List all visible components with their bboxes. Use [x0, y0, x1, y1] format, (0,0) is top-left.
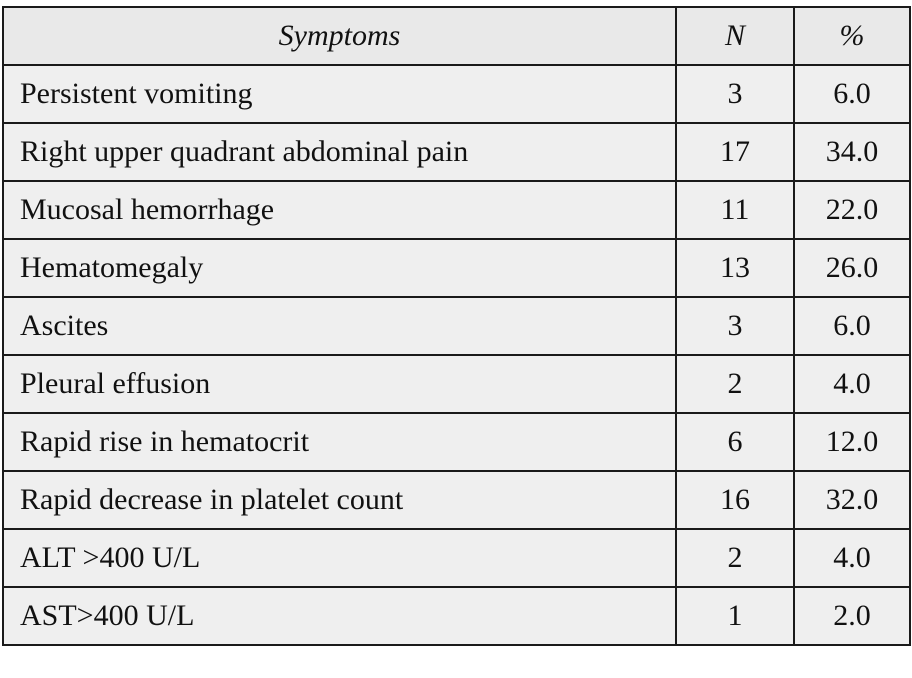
table-row: [3, 239, 910, 297]
count-cell: 2: [676, 529, 794, 587]
table-row: [3, 65, 910, 123]
count-cell: 13: [676, 239, 794, 297]
symptoms-table: [2, 6, 911, 646]
table-body: [3, 65, 910, 645]
table-row: [3, 181, 910, 239]
count-cell: 3: [676, 65, 794, 123]
symptom-cell: Hematomegaly: [3, 239, 676, 297]
table-header: [3, 7, 910, 65]
symptom-cell: Ascites: [3, 297, 676, 355]
symptom-cell: ALT >400 U/L: [3, 529, 676, 587]
table-row: [3, 529, 910, 587]
table-row: [3, 297, 910, 355]
symptom-cell: Right upper quadrant abdominal pain: [3, 123, 676, 181]
symptom-cell: Pleural effusion: [3, 355, 676, 413]
percent-cell: 2.0: [794, 587, 910, 645]
percent-cell: 4.0: [794, 529, 910, 587]
percent-cell: 6.0: [794, 297, 910, 355]
count-cell: 3: [676, 297, 794, 355]
percent-cell: 32.0: [794, 471, 910, 529]
symptom-cell: Rapid decrease in platelet count: [3, 471, 676, 529]
table-row: [3, 413, 910, 471]
count-cell: 17: [676, 123, 794, 181]
symptom-cell: Mucosal hemorrhage: [3, 181, 676, 239]
header-symptoms: Symptoms: [3, 7, 676, 65]
header-row: [3, 7, 910, 65]
count-cell: 1: [676, 587, 794, 645]
count-cell: 11: [676, 181, 794, 239]
percent-cell: 22.0: [794, 181, 910, 239]
table-row: [3, 355, 910, 413]
table-row: [3, 587, 910, 645]
symptom-cell: Persistent vomiting: [3, 65, 676, 123]
percent-cell: 6.0: [794, 65, 910, 123]
table-row: [3, 123, 910, 181]
symptom-cell: Rapid rise in hematocrit: [3, 413, 676, 471]
symptom-cell: AST>400 U/L: [3, 587, 676, 645]
percent-cell: 34.0: [794, 123, 910, 181]
percent-cell: 4.0: [794, 355, 910, 413]
percent-cell: 12.0: [794, 413, 910, 471]
count-cell: 2: [676, 355, 794, 413]
table-row: [3, 471, 910, 529]
percent-cell: 26.0: [794, 239, 910, 297]
header-n: N: [676, 7, 794, 65]
symptoms-table-container: [2, 6, 909, 646]
header-percent: %: [794, 7, 910, 65]
count-cell: 6: [676, 413, 794, 471]
count-cell: 16: [676, 471, 794, 529]
